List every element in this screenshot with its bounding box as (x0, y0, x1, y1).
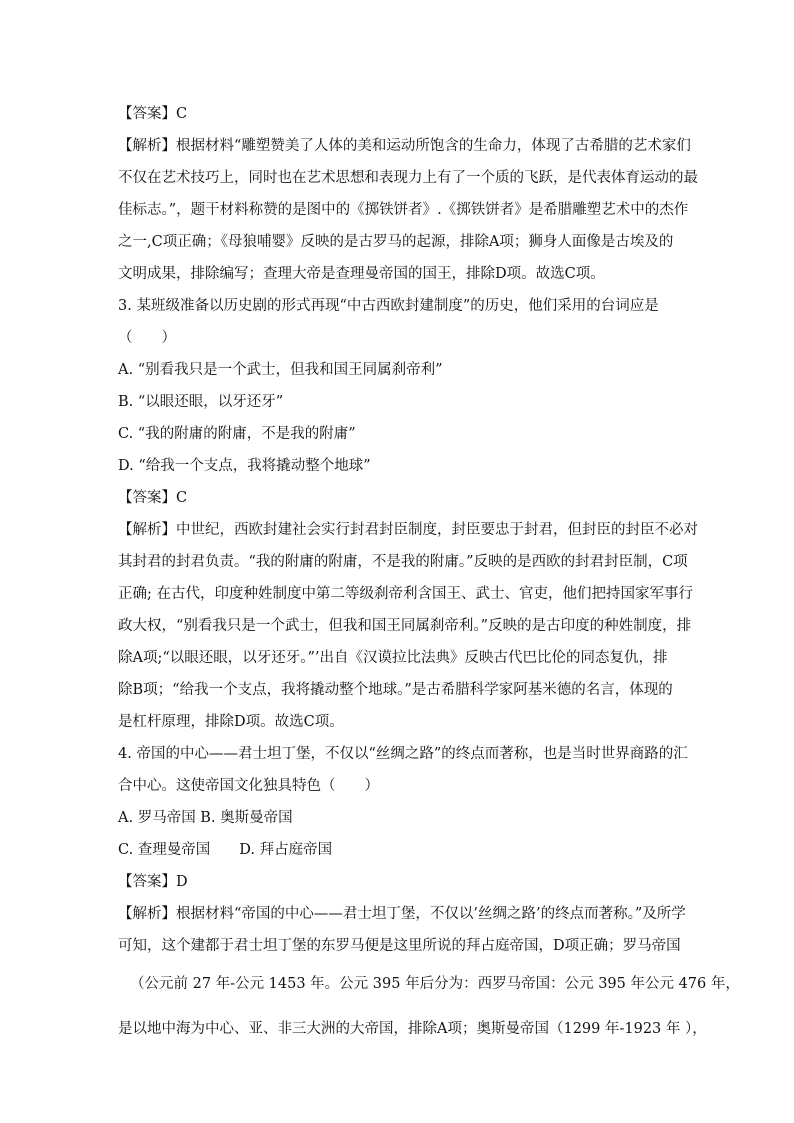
analysis-line: 【解析】根据材料“帝国的中心——君士坦丁堡，不仅以’丝绸之路’的终点而著称。”及所学 (118, 906, 686, 922)
analysis-line: 正确; 在古代，印度种姓制度中第二等级刹帝利含国王、武士、官吏，他们把持国家军事行 (118, 586, 693, 602)
analysis-line: 【解析】根据材料“雕塑赞美了人体的美和运动所饱含的生命力，体现了古希腊的艺术家们 (118, 138, 691, 154)
question-3-stem: 3. 某班级准备以历史剧的形式再现“中古西欧封建制度”的历史，他们采用的台词应是 (118, 298, 659, 314)
question-3-blank: （ ） (118, 330, 176, 346)
analysis-line: 除B项；“给我一个支点，我将撬动整个地球。”是古希腊科学家阿基米德的名言，体现的 (118, 682, 673, 698)
analysis-line: 佳标志。”，题干材料称赞的是图中的《掷铁饼者》.《掷铁饼者》是希腊雕塑艺术中的杰作 (118, 202, 689, 218)
answer-line: 【答案】D (118, 874, 188, 890)
option-a: A. “别看我只是一个武士，但我和国王同属刹帝利” (118, 362, 443, 378)
analysis-line: 文明成果，排除编写；查理大帝是查理曼帝国的国王，排除D项。故选C项。 (118, 266, 605, 282)
option-d: D. “给我一个支点，我将撬动整个地球” (118, 458, 371, 474)
analysis-line: （公元前 27 年-公元 1453 年。公元 395 年后分为：西罗马帝国：公元 395 年公元 476 年， (130, 976, 740, 992)
question-4-stem: 4. 帝国的中心——君士坦丁堡，不仅以“丝绸之路”的终点而著称，也是当时世界商路的汇 (118, 746, 688, 762)
answer-line: 【答案】C (118, 106, 188, 122)
document-page (118, 98, 740, 1052)
analysis-line: 不仅在艺术技巧上，同时也在艺术思想和表现力上有了一个质的飞跃，是代表体育运动的最 (118, 170, 698, 186)
analysis-line: 【解析】中世纪，西欧封建社会实行封君封臣制度，封臣要忠于封君，但封臣的封臣不必对 (118, 522, 698, 538)
options-ab: A. 罗马帝国 B. 奥斯曼帝国 (118, 810, 293, 826)
analysis-line: 是以地中海为中心、亚、非三大洲的大帝国，排除A项；奥斯曼帝国（1299 年-1923 年 ）， (118, 1021, 707, 1037)
answer-line: 【答案】C (118, 490, 188, 506)
option-b: B. “以眼还眼，以牙还牙” (118, 394, 284, 410)
option-c: C. “我的附庸的附庸，不是我的附庸” (118, 426, 356, 442)
question-4-stem: 合中心。这使帝国文化独具特色（ ） (118, 778, 379, 794)
analysis-line: 之一,C项正确；《母狼哺婴》反映的是古罗马的起源，排除A项；狮身人面像是古埃及的 (118, 234, 674, 250)
analysis-line: 政大权，“别看我只是一个武士，但我和国王同属刹帝利。”反映的是古印度的种姓制度，排 (118, 618, 692, 634)
analysis-line: 可知，这个建都于君士坦丁堡的东罗马便是这里所说的拜占庭帝国，D项正确；罗马帝国 (118, 938, 681, 954)
analysis-line: 是杠杆原理，排除D项。故选C项。 (118, 714, 344, 730)
analysis-line: 其封君的封君负责。“我的附庸的附庸，不是我的附庸。”反映的是西欧的封君封臣制，C项 (118, 554, 688, 570)
options-cd: C. 查理曼帝国 D. 拜占庭帝国 (118, 842, 333, 858)
analysis-line: 除A项;“以眼还眼，以牙还牙。”’出自《汉谟拉比法典》反映古代巴比伦的同态复仇，排 (118, 650, 668, 666)
